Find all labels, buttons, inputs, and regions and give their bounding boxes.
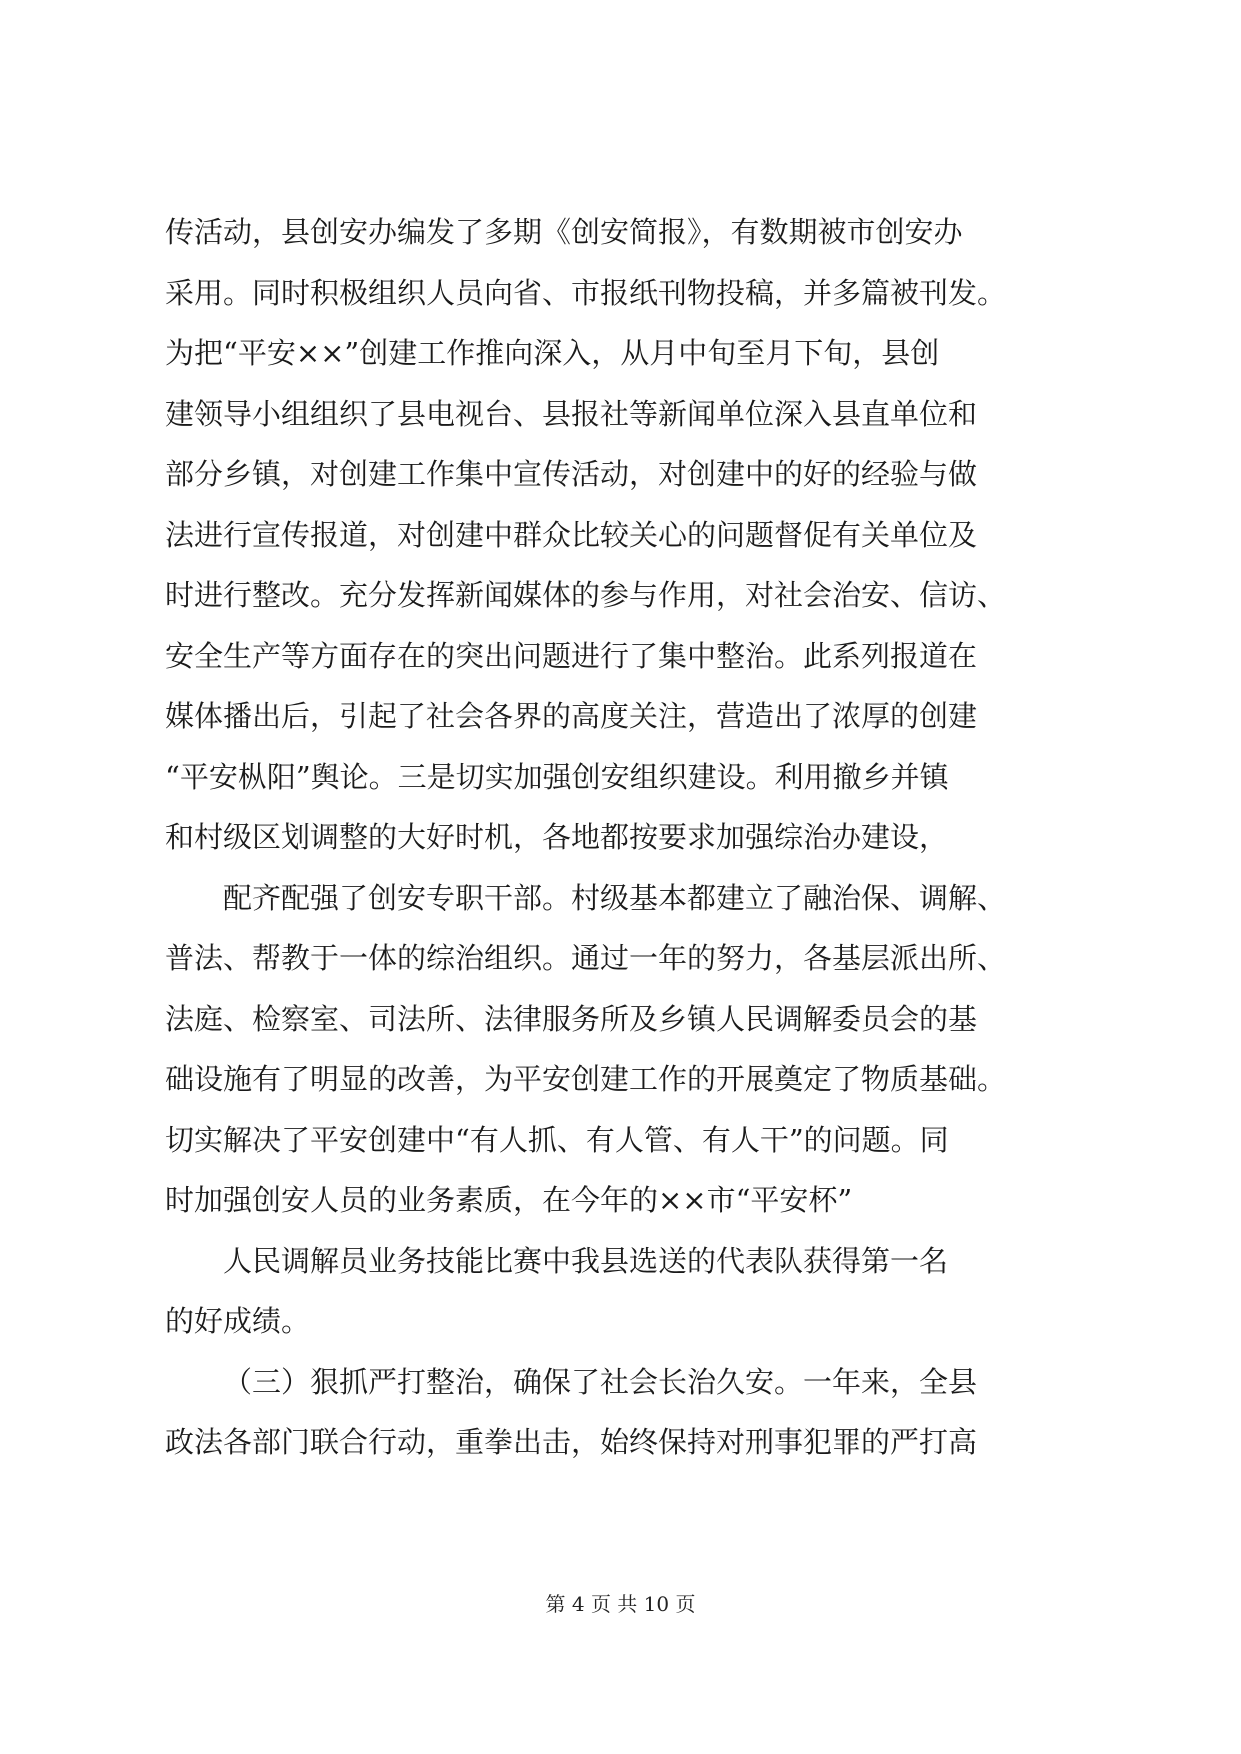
text-line: 础设施有了明显的改善，为平安创建工作的开展奠定了物质基础。 xyxy=(165,1062,1007,1096)
text-line: 媒体播出后，引起了社会各界的高度关注，营造出了浓厚的创建 xyxy=(165,699,978,733)
text-line: 的好成绩。 xyxy=(165,1304,311,1338)
text-line: 传活动，县创安办编发了多期《创安简报》，有数期被市创安办 xyxy=(165,215,963,249)
text-line: 切实解决了平安创建中“有人抓、有人管、有人干”的问题。同 xyxy=(165,1122,949,1157)
text-line: 政法各部门联合行动，重拳出击，始终保持对刑事犯罪的严打高 xyxy=(165,1425,978,1459)
section-heading-line: （三）狠抓严打整治，确保了社会长治久安。一年来，全县 xyxy=(223,1364,978,1399)
paragraph-start-line: 配齐配强了创安专职干部。村级基本都建立了融治保、调解、 xyxy=(223,880,1007,915)
text-line: “平安枞阳”舆论。三是切实加强创安组织建设。利用撤乡并镇 xyxy=(165,759,949,794)
text-line: 建领导小组组织了县电视台、县报社等新闻单位深入县直单位和 xyxy=(165,396,978,431)
text-line: 时加强创安人员的业务素质，在今年的××市“平安杯” xyxy=(165,1183,853,1217)
text-line: 采用。同时积极组织人员向省、市报纸刊物投稿，并多篇被刊发。 xyxy=(165,275,1007,310)
text-line: 和村级区划调整的大好时机，各地都按要求加强综治办建设， xyxy=(165,820,949,854)
text-line: 为把“平安××”创建工作推向深入，从月中旬至月下旬，县创 xyxy=(165,336,940,370)
text-line: 时进行整改。充分发挥新闻媒体的参与作用，对社会治安、信访、 xyxy=(165,578,1007,612)
text-line: 法庭、检察室、司法所、法律服务所及乡镇人民调解委员会的基 xyxy=(165,1001,978,1036)
page-number-footer: 第 4 页 共 10 页 xyxy=(545,1592,696,1616)
text-line: 部分乡镇，对创建工作集中宣传活动，对创建中的好的经验与做 xyxy=(165,457,978,491)
body-text xyxy=(165,202,1085,1473)
text-line: 安全生产等方面存在的突出问题进行了集中整治。此系列报道在 xyxy=(165,638,978,673)
text-line: 法进行宣传报道，对创建中群众比较关心的问题督促有关单位及 xyxy=(165,517,978,552)
text-line: 普法、帮教于一体的综治组织。通过一年的努力，各基层派出所、 xyxy=(165,941,1007,975)
paragraph-start-line: 人民调解员业务技能比赛中我县选送的代表队获得第一名 xyxy=(223,1243,949,1278)
